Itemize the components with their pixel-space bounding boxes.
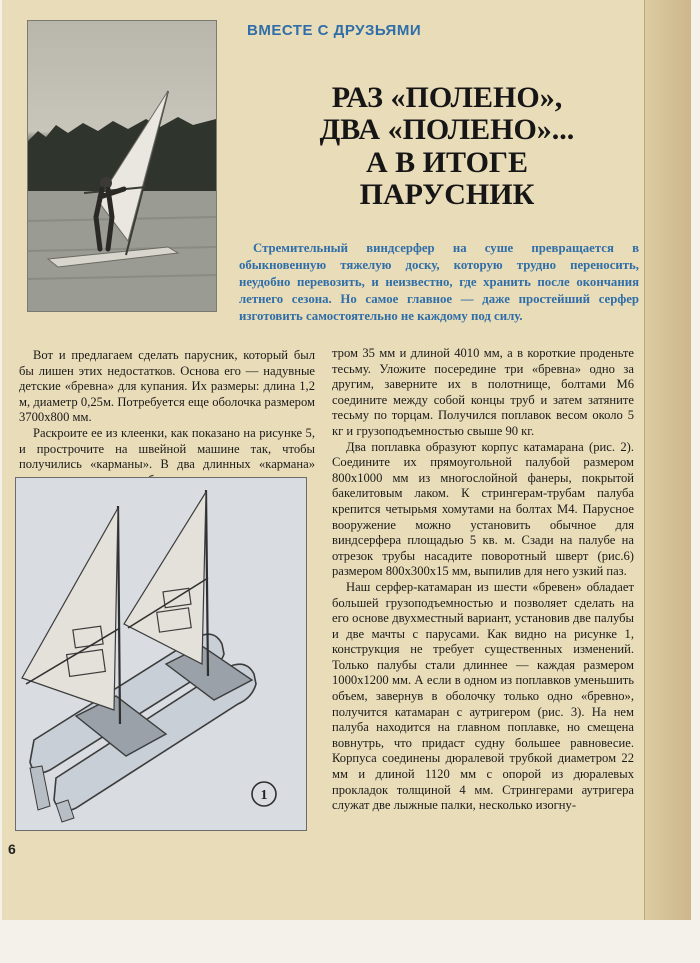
scan-background bbox=[0, 920, 700, 963]
headline-line: ДВА «ПОЛЕНО»... bbox=[319, 113, 575, 147]
windsurfer-photo bbox=[27, 20, 217, 312]
body-paragraph: Вот и предлагаем сделать парусник, который был бы лишен этих недостатков. Основа его — надувные детские «бревна» для купания. Их размеры: длина 1,2 м, диаметр 0,25м. Потребуется еще оболочка размером 3700х800 мм. bbox=[19, 348, 315, 425]
catamaran-illustration bbox=[16, 478, 306, 830]
lead-paragraph bbox=[239, 240, 639, 325]
page-edge bbox=[644, 0, 691, 920]
headline-line: А В ИТОГЕ bbox=[365, 145, 529, 179]
body-paragraph: Наш серфер-катамаран из шести «бревен» обладает большей грузоподъемностью и позволяет сделать на его основе двухместный вариант, установив две палубы и две мачты с парусами. Как видно на рисунке 1, конструкция не требует существенных изменений. Только палубы стали длиннее — каждая размером 1000х1200 мм. А если в одном из поплавков уменьшить объем, завернув в оболочку только одно «бревно», получится катамаран с аутригером (рис. 3). На нем палуба находится на главном поплавке, но смещена вовнутрь, что придаст судну большее равновесие. Корпуса соединены дюралевой трубкой диаметром 22 мм и длиной 1120 мм с опорой из дюралевых прокладок толщиной 4 мм. Стрингерами аутригера служат две лыжные палки, несколько изогну- bbox=[332, 579, 634, 813]
headline-line: ПАРУСНИК bbox=[359, 178, 535, 212]
body-paragraph: Два поплавка образуют корпус катамарана (рис. 2). Соедините их прямоугольной палубой размером 800х1000 мм из многослойной фанеры, покрытой бакелитовым лаком. К стрингерам-трубам палуба крепится четырьмя хомутами на болтах М4. Парусное вооружение можно установить обычное для виндсерфера площадью 5 кв. м. Сзади на палубе на отрезок трубы насадите поворотный шверт (рис.6) размером 800х300х15 мм, выпилив для него узкий паз. bbox=[332, 439, 634, 579]
article-headline bbox=[302, 82, 592, 212]
body-paragraph: Раскроите ее из клеенки, как показано на рисунке 5, и прострочите на швейной машине так, чтобы получились «карманы». В два длинных «кармана» bbox=[19, 425, 315, 472]
headline-line: РАЗ «ПОЛЕНО», bbox=[331, 81, 563, 114]
magazine-sheet bbox=[2, 0, 690, 920]
windsurfer-photo-image bbox=[28, 21, 216, 311]
figure-number: 1 bbox=[260, 788, 268, 803]
magazine-page bbox=[2, 0, 644, 920]
lead-text: Стремительный виндсерфер на суше превращается в обыкновенную тяжелую доску, которую трудно переносить, неудобно перевозить, и неизвестно, где хранить после окончания летнего сезона. Но самое главное — даже простейший серфер изготовить самостоятельно не каждому под силу. bbox=[239, 241, 639, 323]
page-number: 6 bbox=[8, 841, 16, 857]
body-column-left bbox=[19, 348, 315, 488]
body-column-right bbox=[332, 346, 634, 814]
figure-catamaran-drawing bbox=[15, 477, 307, 831]
section-header: ВМЕСТЕ С ДРУЗЬЯМИ bbox=[247, 22, 422, 39]
body-paragraph: тром 35 мм и длиной 4010 мм, а в короткие проденьте тесьму. Уложите посередине три «бревна» одно за другим, заверните их в полотнище, болтами М6 соедините между собой концы труб и затем затяните тесьму по торцам. Получился поплавок весом около 5 кг и грузоподъемностью свыше 90 кг. bbox=[332, 346, 634, 438]
